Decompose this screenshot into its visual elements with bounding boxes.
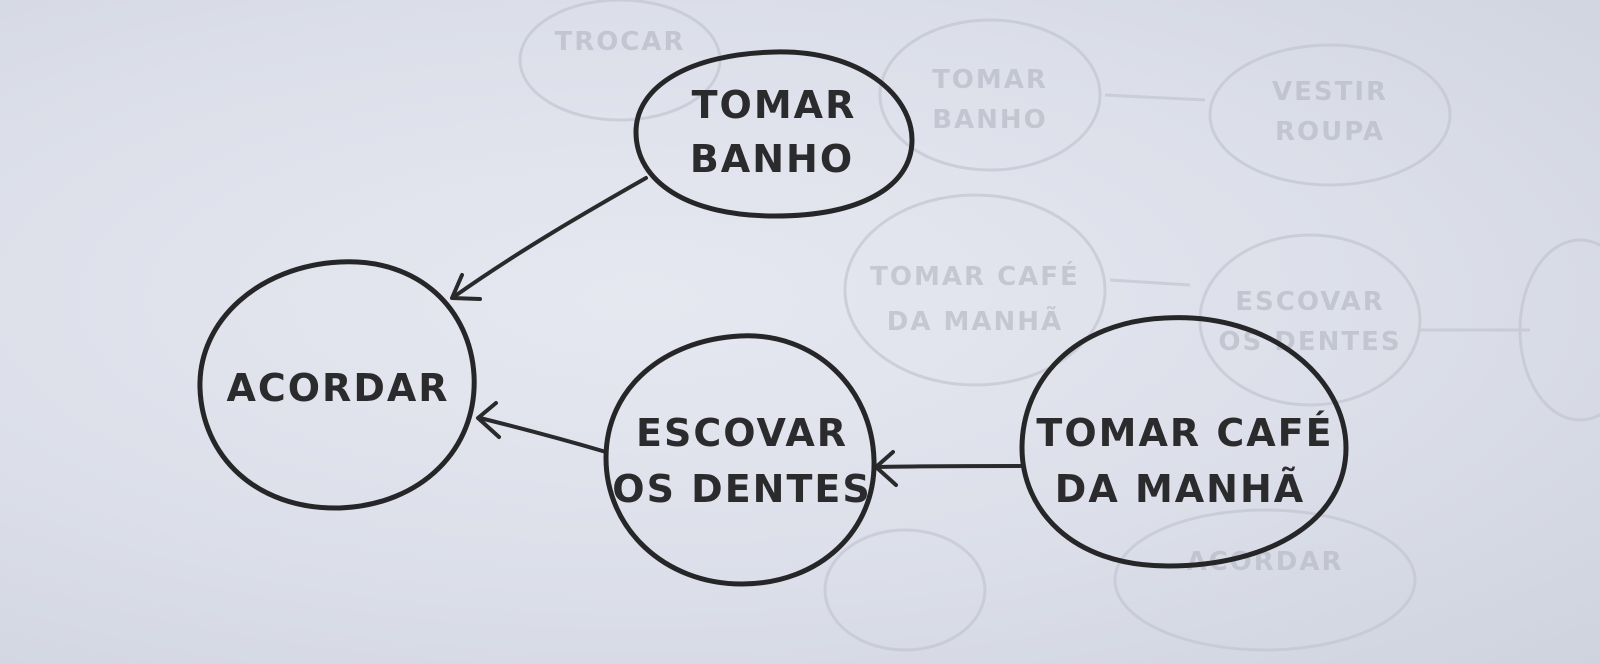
node-tomar-banho — [636, 52, 912, 216]
bleed-through-background — [520, 0, 1600, 650]
node-label-escovar: ESCOVAR — [636, 411, 848, 455]
node-label-tomar-cafe: TOMAR CAFÉ — [1036, 411, 1334, 455]
edge-tomar-banho-to-acordar — [452, 178, 646, 299]
svg-text:BANHO: BANHO — [932, 105, 1048, 135]
svg-text:VESTIR: VESTIR — [1271, 77, 1389, 107]
node-escovar-dentes — [606, 336, 874, 584]
node-label-tomar: TOMAR — [691, 83, 857, 127]
node-label-banho: BANHO — [689, 137, 855, 181]
node-label-acordar: ACORDAR — [226, 366, 450, 410]
svg-text:DA MANHÃ: DA MANHÃ — [886, 307, 1064, 337]
edge-escovar-to-acordar — [478, 403, 606, 452]
svg-text:TOMAR CAFÉ: TOMAR CAFÉ — [870, 262, 1080, 292]
node-label-os-dentes: OS DENTES — [612, 467, 872, 511]
svg-text:ROUPA: ROUPA — [1274, 117, 1386, 147]
svg-text:ESCOVAR: ESCOVAR — [1235, 287, 1385, 317]
svg-text:TOMAR: TOMAR — [932, 65, 1048, 95]
node-label-da-manha: DA MANHÃ — [1054, 467, 1306, 511]
node-acordar — [200, 262, 474, 508]
svg-text:OS DENTES: OS DENTES — [1218, 327, 1402, 357]
svg-text:TROCAR: TROCAR — [554, 27, 686, 57]
edge-cafe-to-escovar — [876, 452, 1020, 485]
svg-text:ACORDAR: ACORDAR — [1186, 547, 1344, 577]
